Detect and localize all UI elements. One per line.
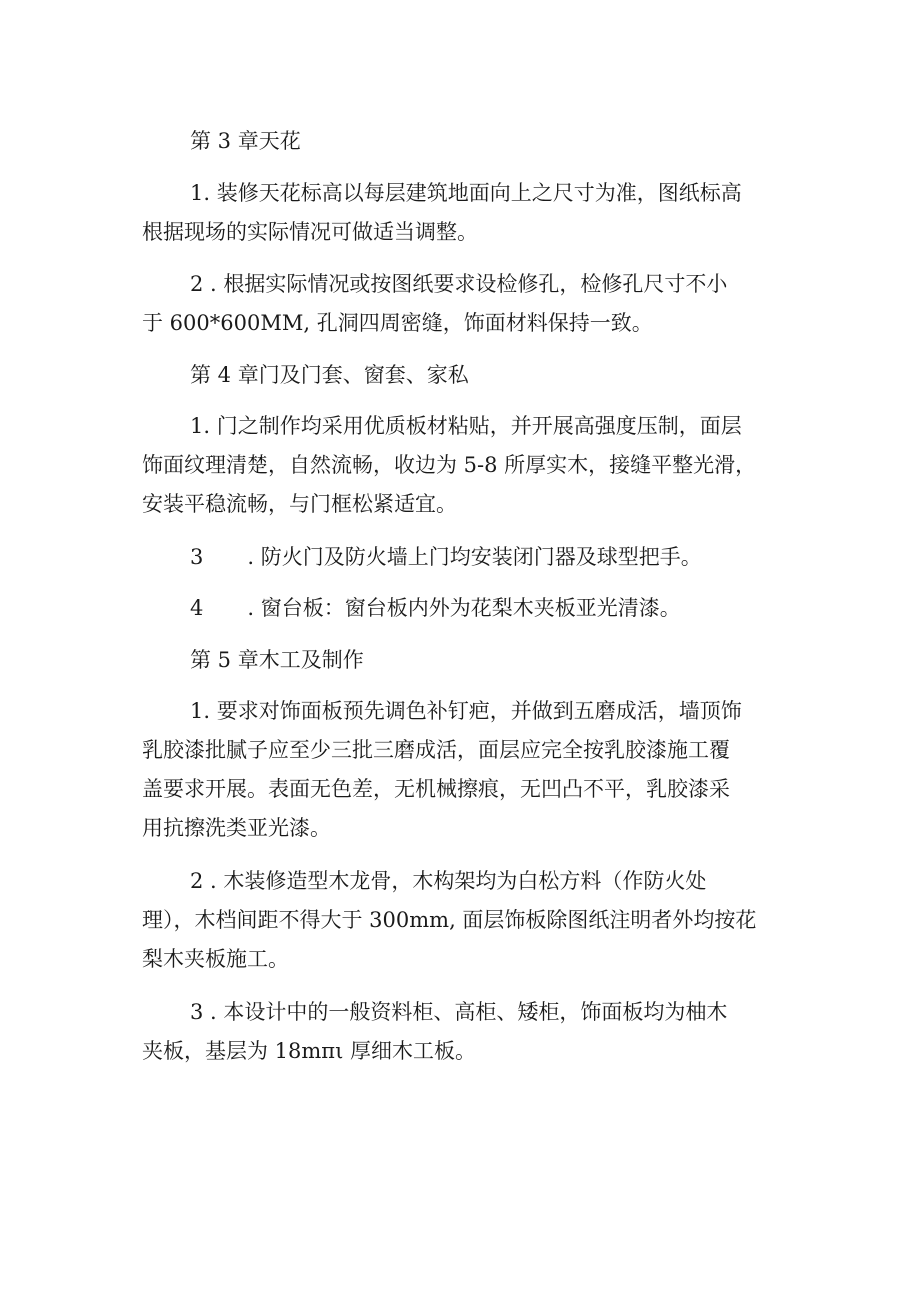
- text-line: 3 . 本设计中的一般资料柜、高柜、矮柜，饰面板均为柚木: [190, 1000, 728, 1024]
- item-text: . 防火门及防火墙上门均安装闭门器及球型把手。: [247, 545, 702, 569]
- ch5-paragraph-2: [142, 862, 782, 979]
- chapter-5-title: 第 5 章木工及制作: [190, 648, 364, 672]
- item-text: . 窗台板：窗台板内外为花梨木夹板亚光清漆。: [247, 596, 681, 620]
- text-line: 于 600*600MM, 孔洞四周密缝，饰面材料保持一致。: [142, 311, 653, 335]
- ch5-paragraph-3: [142, 993, 782, 1071]
- ch5-paragraph-1: [142, 692, 782, 848]
- text-line: 1. 门之制作均采用优质板材粘贴，并开展高强度压制，面层: [190, 414, 742, 438]
- text-line: 1. 装修天花标高以每层建筑地面向上之尺寸为准，图纸标高: [190, 181, 742, 205]
- chapter-3-title: 第 3 章天花: [190, 129, 301, 153]
- ch4-paragraph-3: [190, 538, 830, 577]
- ch3-paragraph-2: [142, 265, 782, 343]
- text-line: 根据现场的实际情况可做适当调整。: [142, 220, 478, 244]
- text-line: 盖要求开展。表面无色差，无机械擦痕，无凹凸不平，乳胶漆采: [142, 777, 730, 801]
- text-line: 安装平稳流畅，与门框松紧适宜。: [142, 492, 457, 516]
- text-line: 夹板，基层为 18mπι 厚细木工板。: [142, 1039, 477, 1063]
- ch4-paragraph-4: [190, 589, 830, 628]
- text-line: 1. 要求对饰面板预先调色补钉疤，并做到五磨成活，墙顶饰: [190, 699, 742, 723]
- chapter-4-title: 第 4 章门及门套、窗套、家私: [190, 363, 469, 387]
- text-line: 乳胶漆批腻子应至少三批三磨成活，面层应完全按乳胶漆施工覆: [142, 738, 730, 762]
- text-line: 2 . 根据实际情况或按图纸要求设检修孔，检修孔尺寸不小: [190, 272, 728, 296]
- text-line: 2 . 木装修造型木龙骨，木构架均为白松方料（作防火处: [190, 869, 707, 893]
- ch4-paragraph-1: [142, 407, 782, 524]
- text-line: 理），木档间距不得大于 300mm, 面层饰板除图纸注明者外均按花: [142, 908, 757, 932]
- text-line: 饰面纹理清楚，自然流畅，收边为 5-8 所厚实木，接缝平整光滑，: [142, 453, 757, 477]
- item-number: 3: [190, 545, 204, 569]
- text-line: 用抗擦洗类亚光漆。: [142, 816, 331, 840]
- ch3-paragraph-1: [142, 174, 782, 252]
- text-line: 梨木夹板施工。: [142, 947, 289, 971]
- item-number: 4: [190, 596, 204, 620]
